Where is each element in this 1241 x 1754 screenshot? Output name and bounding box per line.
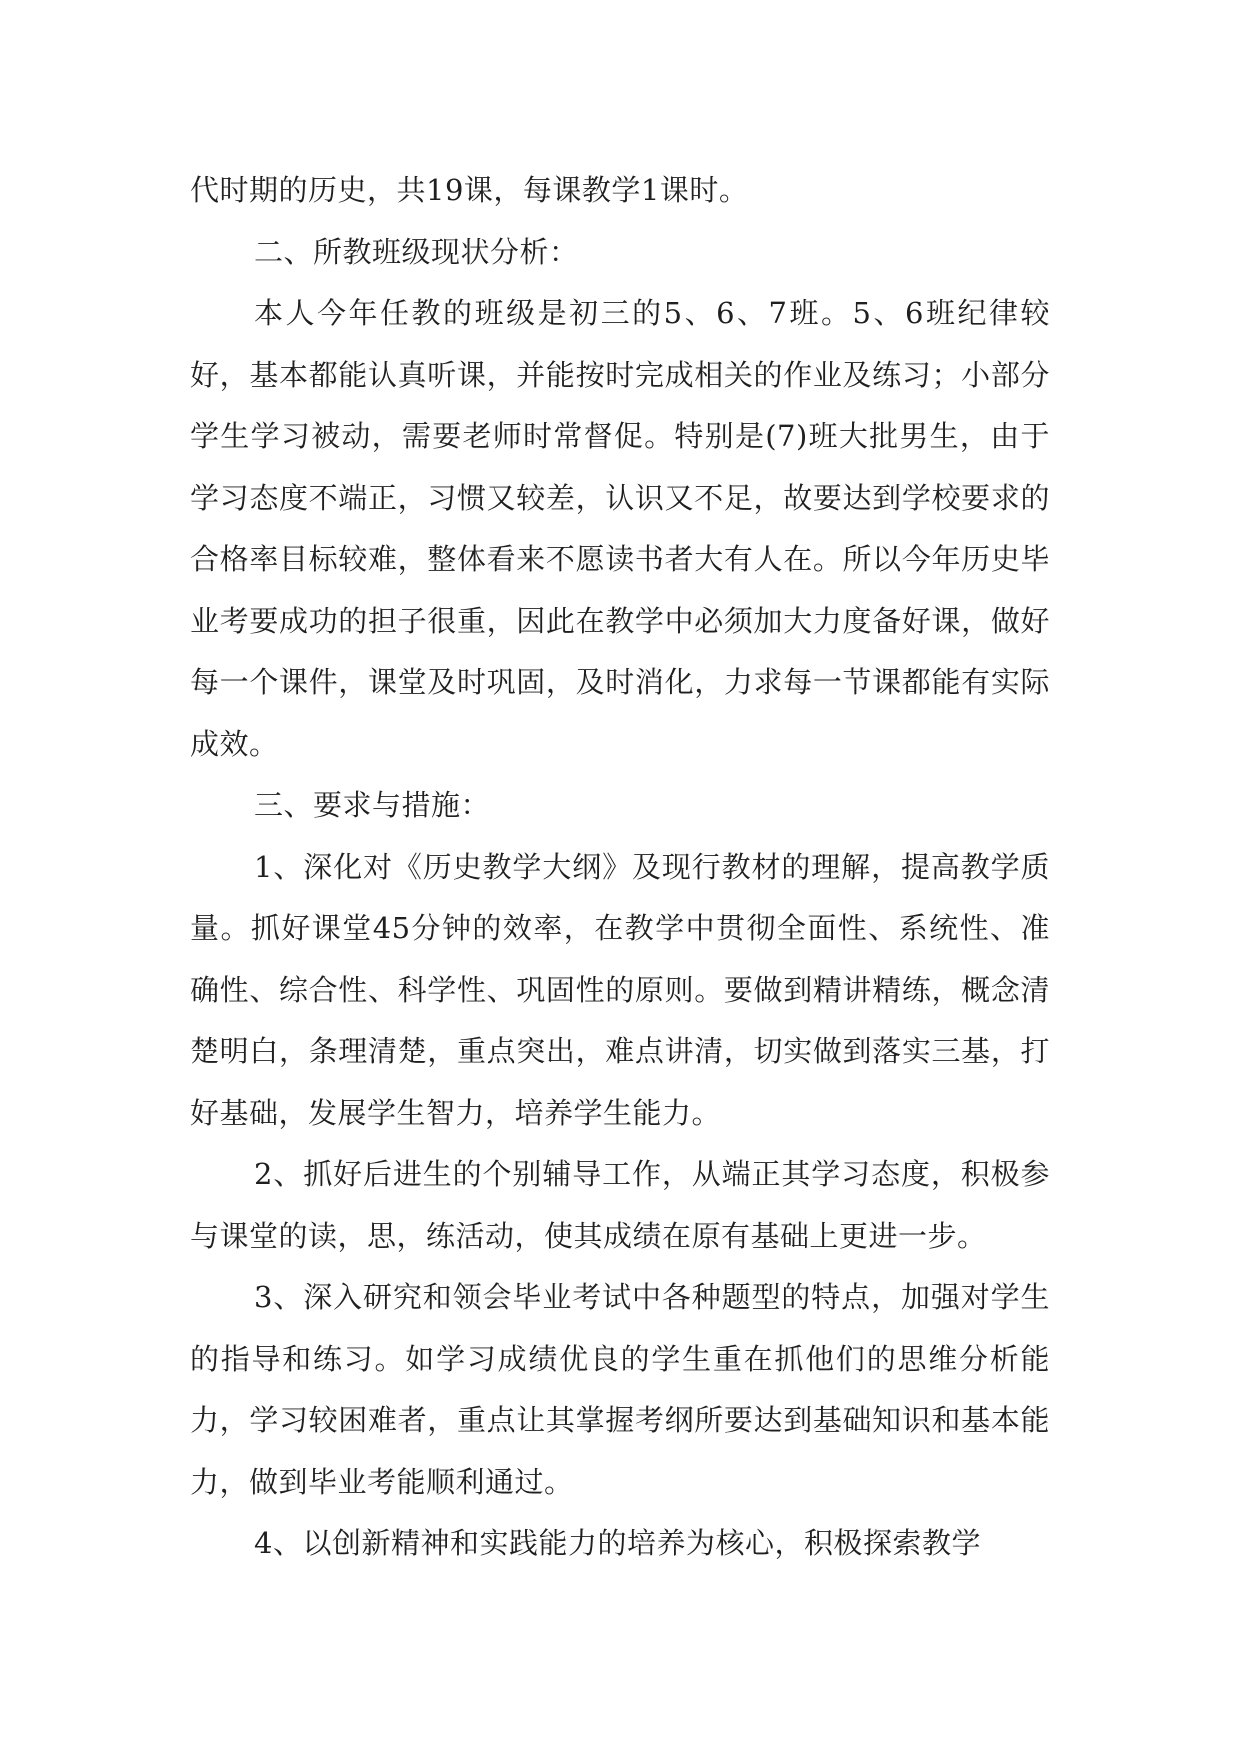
- section-heading-class-analysis: 二、所教班级现状分析：: [254, 234, 579, 269]
- list-item-2: 2、抓好后进生的个别辅导工作，从端正其学习态度，积极参与课堂的读，思，练活动，使其成绩在原有基础上更进一步。: [190, 1157, 1050, 1253]
- list-item-1: 1、深化对《历史教学大纲》及现行教材的理解，提高教学质量。抓好课堂45分钟的效率，在教学中贯彻全面性、系统性、准确性、综合性、科学性、巩固性的原则。要做到精讲精练，概念清楚明白，条理清楚，重点突出，难点讲清，切实做到落实三基，打好基础，发展学生智力，培养学生能力。: [190, 849, 1050, 1130]
- section-heading-requirements: 三、要求与措施：: [254, 788, 491, 822]
- list-item-3: 3、深入研究和领会毕业考试中各种题型的特点，加强对学生的指导和练习。如学习成绩优良的学生重在抓他们的思维分析能力，学习较困难者，重点让其掌握考纲所要达到基础知识和基本能力，做到毕业考能顺利通过。: [190, 1280, 1050, 1499]
- document-body: [190, 160, 1050, 1575]
- paragraph-class-analysis: 本人今年任教的班级是初三的5、6、7班。5、6班纪律较好，基本都能认真听课，并能按时完成相关的作业及练习；小部分学生学习被动，需要老师时常督促。特别是(7)班大批男生，由于学习态度不端正，习惯又较差，认识又不足，故要达到学校要求的合格率目标较难，整体看来不愿读书者大有人在。所以今年历史毕业考要成功的担子很重，因此在教学中必须加大力度备好课，做好每一个课件，课堂及时巩固，及时消化，力求每一节课都能有实际成效。: [190, 296, 1050, 761]
- paragraph-continuation: 代时期的历史，共19课，每课教学1课时。: [190, 173, 749, 207]
- list-item-4: 4、以创新精神和实践能力的培养为核心，积极探索教学: [254, 1526, 981, 1560]
